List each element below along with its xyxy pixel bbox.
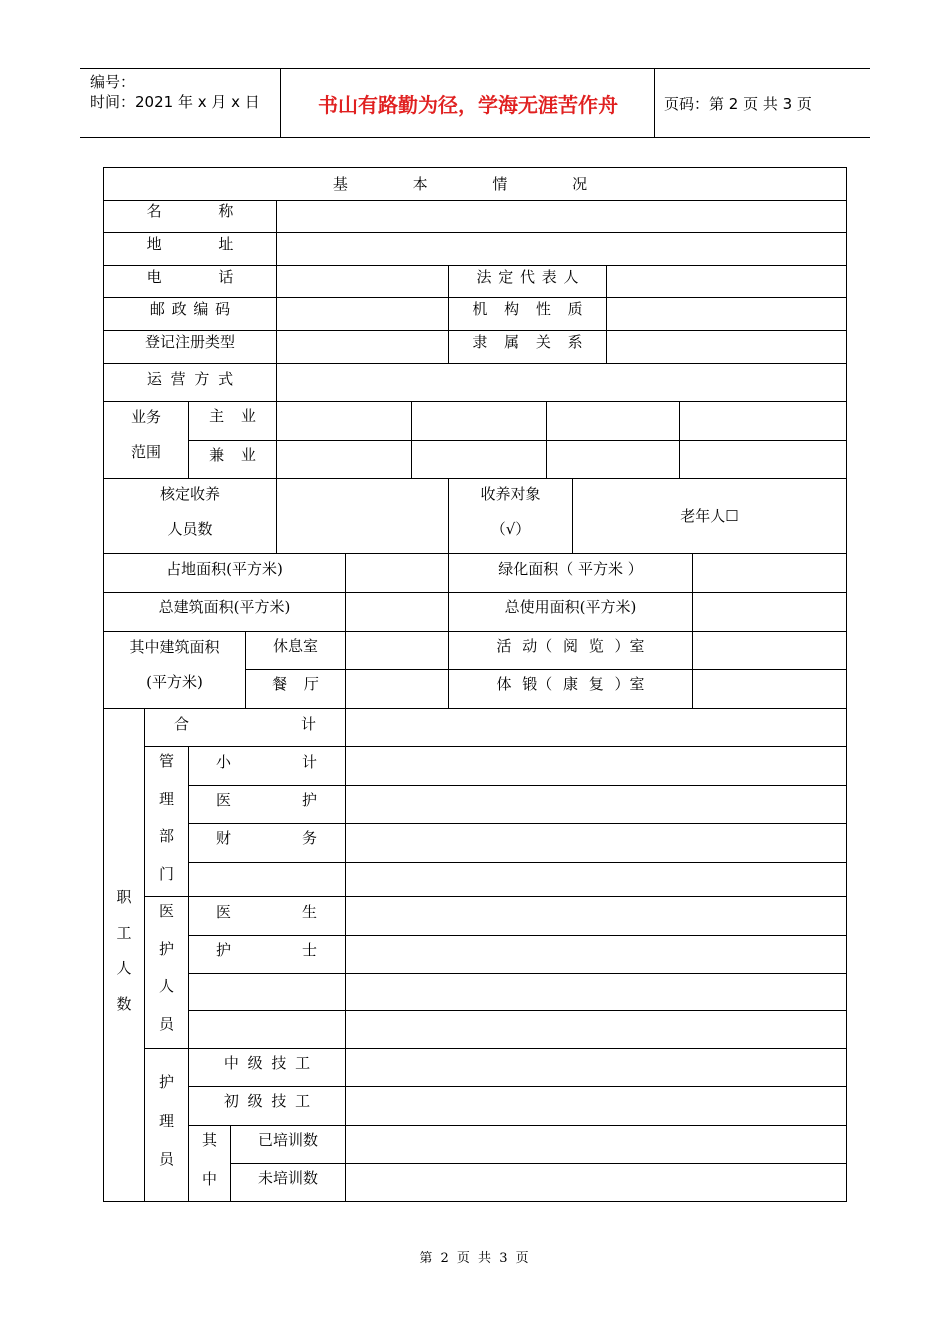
usable-area-label: 总使用面积(平方米) — [504, 598, 637, 616]
capacity-label: 人员数 — [167, 520, 213, 538]
total-label — [174, 713, 316, 735]
caregivers-char: 护 — [158, 1073, 174, 1091]
table-border — [103, 1201, 847, 1202]
staff-count-char: 职 — [116, 888, 132, 906]
side-business-label: 兼 业 — [209, 446, 256, 464]
row-line — [188, 1086, 847, 1087]
row-line — [103, 401, 847, 402]
col-line — [276, 401, 277, 479]
row-line — [144, 896, 847, 897]
time-label: 时间：2021 年 x 月 x 日 — [90, 93, 260, 111]
finance-label — [216, 827, 317, 849]
finance-char: 财 — [216, 829, 232, 847]
nurse-char: 士 — [301, 941, 317, 959]
sub-area-label: (平方米) — [146, 673, 203, 691]
row-line — [245, 669, 847, 670]
dining-hall-label: 餐 厅 — [272, 675, 319, 693]
reg-type-label: 登记注册类型 — [144, 333, 235, 351]
trained-label: 已培训数 — [257, 1131, 318, 1149]
capacity-label: 核定收养 — [159, 485, 220, 503]
doctor-char: 医 — [216, 903, 232, 921]
medical-care-char: 医 — [216, 791, 232, 809]
sub-area-label: 其中建筑面积 — [129, 638, 220, 656]
main-business-label: 主 业 — [209, 407, 256, 425]
total-char: 计 — [300, 715, 316, 733]
col-line — [411, 401, 412, 479]
medical-staff-char: 护 — [158, 939, 174, 958]
care-target-label: （√） — [490, 520, 531, 538]
subtotal-char: 计 — [301, 753, 317, 771]
untrained-label: 未培训数 — [257, 1169, 318, 1187]
col-line — [546, 401, 547, 479]
nurse-char: 护 — [216, 941, 232, 959]
address-label: 地 址 — [146, 235, 234, 253]
col-line — [606, 265, 607, 364]
col-line — [276, 200, 277, 402]
row-line — [188, 823, 847, 824]
row-line — [188, 1010, 847, 1011]
col-line — [345, 553, 346, 709]
doctor-char: 生 — [301, 903, 317, 921]
medical-care-char: 护 — [301, 791, 317, 809]
business-scope-label: 范围 — [130, 443, 161, 461]
medical-staff-char: 员 — [158, 1014, 174, 1033]
green-area-label: 绿化面积（ 平方米 ） — [498, 560, 643, 578]
building-area-label: 总建筑面积(平方米) — [158, 598, 291, 616]
mid-tech-label: 中 级 技 工 — [223, 1054, 311, 1072]
care-target-label: 收养对象 — [480, 485, 541, 503]
junior-tech-label: 初 级 技 工 — [223, 1092, 311, 1110]
col-line — [679, 401, 680, 479]
col-line — [345, 708, 346, 1202]
row-line — [188, 1125, 847, 1126]
caregivers-label — [145, 1071, 188, 1169]
subtotal-char: 小 — [216, 753, 232, 771]
org-nature-label: 机 构 性 质 — [472, 300, 583, 318]
mgmt-dept-char: 管 — [158, 752, 174, 770]
doctor-label — [216, 901, 317, 923]
row-line — [103, 553, 847, 554]
phone-label: 电 话 — [146, 268, 234, 286]
among-char: 中 — [201, 1170, 217, 1188]
col-line — [276, 478, 277, 554]
mgmt-dept-char: 门 — [158, 864, 174, 883]
row-line — [230, 1163, 847, 1164]
business-scope-label: 业务 — [130, 408, 161, 426]
row-line — [144, 1048, 847, 1049]
row-line — [103, 708, 847, 709]
table-border — [846, 167, 847, 1202]
name-label: 名 称 — [146, 202, 234, 220]
row-line — [188, 973, 847, 974]
staff-count-label — [104, 886, 144, 1014]
fitness-room-label: 体 锻（ 康 复 ）室 — [496, 675, 645, 693]
row-line — [188, 862, 847, 863]
medical-staff-label — [145, 900, 188, 1034]
row-line — [188, 785, 847, 786]
land-area-label: 占地面积(平方米) — [166, 560, 283, 578]
elderly-checkbox[interactable]: 老年人☐ — [680, 507, 739, 525]
row-line — [188, 440, 847, 441]
col-line — [692, 553, 693, 709]
staff-count-char: 人 — [116, 959, 132, 978]
finance-char: 务 — [301, 829, 317, 847]
caregivers-char: 员 — [158, 1150, 174, 1168]
total-char: 合 — [174, 715, 190, 733]
activity-room-label: 活 动（ 阅 览 ）室 — [496, 637, 645, 655]
medical-staff-char: 医 — [158, 902, 174, 920]
operation-mode-label: 运 营 方 式 — [146, 370, 234, 388]
among-char: 其 — [201, 1131, 217, 1149]
row-line — [103, 592, 847, 593]
row-line — [144, 746, 847, 747]
legal-rep-label: 法 定 代 表 人 — [476, 268, 579, 286]
mgmt-dept-char: 部 — [158, 827, 174, 846]
header-motto: 书山有路勤为径，学海无涯苦作舟 — [318, 92, 618, 117]
staff-count-char: 工 — [116, 923, 132, 942]
postal-code-label: 邮 政 编 码 — [149, 300, 231, 318]
medical-staff-char: 人 — [158, 977, 174, 996]
rest-room-label: 休息室 — [272, 637, 318, 655]
page-info: 页码：第 2 页 共 3 页 — [664, 94, 812, 113]
mgmt-dept-label — [145, 750, 188, 884]
row-line — [103, 631, 847, 632]
page-footer: 第 2 页 共 3 页 — [419, 1251, 531, 1266]
table-title: 基 本 情 况 — [332, 175, 618, 193]
nurse-label — [216, 939, 317, 961]
row-line — [188, 935, 847, 936]
among-label — [189, 1129, 230, 1189]
mgmt-dept-char: 理 — [158, 789, 174, 808]
staff-count-char: 数 — [116, 994, 132, 1013]
number-label: 编号： — [90, 73, 136, 91]
affiliation-label: 隶 属 关 系 — [472, 333, 583, 351]
caregivers-char: 理 — [158, 1111, 174, 1130]
medical-care-label — [216, 789, 317, 811]
subtotal-label — [216, 751, 317, 773]
